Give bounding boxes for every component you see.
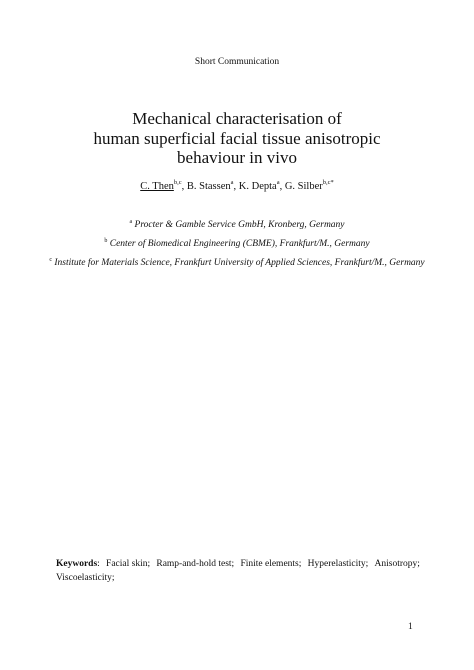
title-line: human superficial facial tissue anisotropic [93,128,381,148]
affiliation-text: Institute for Materials Science, Frankfurt University of Applied Sciences, Frankfurt/M., Germany [54,258,425,268]
author-name: G. Silber [284,181,323,192]
author-separator: , [233,181,239,192]
author-affiliation-mark: a [276,179,280,186]
keyword: Facial skin; [106,559,151,569]
affiliation-mark: b [104,238,108,244]
keyword: Ramp-and-hold test; [156,559,235,569]
affiliation-text: Center of Biomedical Engineering (CBME), Frankfurt/M., Germany [109,239,370,249]
author-name: C. Then [140,181,174,192]
keyword: Hyperelasticity; [307,559,369,569]
author-affiliation-mark: b,c* [322,179,334,186]
affiliation-text: Procter & Gamble Service GmbH, Kronberg, Germany [134,220,345,230]
author-affiliation-mark: b,c [173,179,182,186]
author-affiliation-mark: a [230,179,234,186]
keywords-line [56,557,420,571]
author-separator: , [181,181,187,192]
keywords-colon: : [97,559,100,569]
paper-title [0,109,474,168]
affiliation-list [0,216,474,273]
keywords-label: Keywords [56,559,98,569]
title-line: Mechanical characterisation of [132,109,342,128]
author-list [0,181,474,192]
section-label: Short Communication [194,57,280,67]
affiliation-mark: c [49,257,53,263]
author-name: B. Stassen [186,181,231,192]
page-number: 1 [408,622,413,632]
keyword: Finite elements; [240,559,302,569]
author-name: K. Depta [238,181,277,192]
affiliation [0,216,474,235]
affiliation-mark: a [129,219,133,225]
keywords-heading [56,557,100,571]
keyword: Anisotropy; [374,559,420,569]
affiliation [0,254,474,273]
affiliation [0,235,474,254]
keywords-block [56,557,420,585]
keyword: Viscoelasticity; [56,573,115,583]
title-line: behaviour in vivo [177,148,297,167]
author-separator: , [279,181,285,192]
